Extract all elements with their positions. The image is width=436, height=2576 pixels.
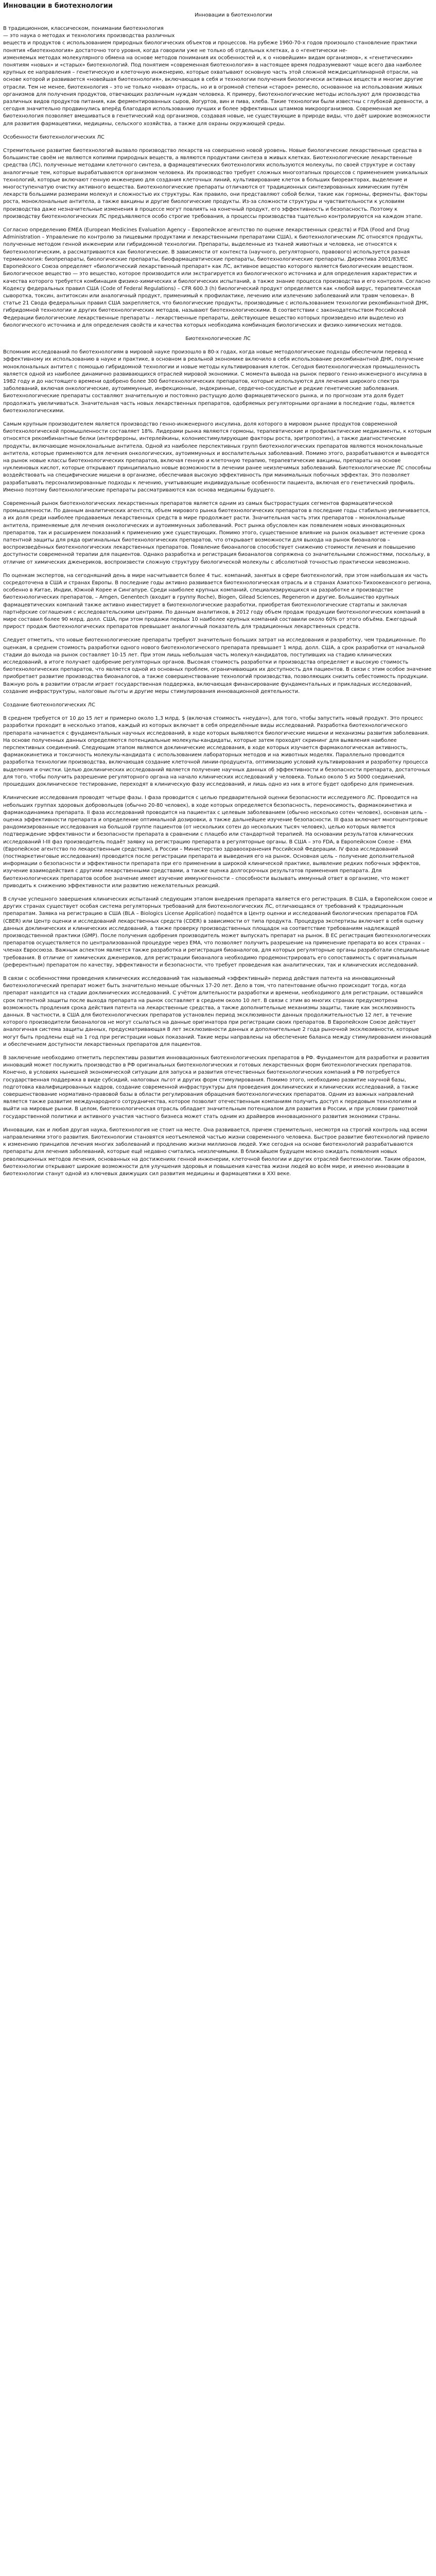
paragraph: По оценкам экспертов, на сегодняшний день в мире насчитывается более 4 тыс. компаний, занятых в сфере биотехнологий, при этом наибольшая их часть сосредоточена в США и странах Европы. В последние годы активно развивается биотехнологическая отрасль и в странах Азиатско-Тихоокеанского региона, особенно в Китае, Индии, Южной Корее и Сингапуре. Среди наиболее крупных компаний, специализирующихся на разработке и производстве биотехнологических препаратов, – Amgen, Genentech (входит в группу Roche), Biogen, Gilead Sciences, Regeneron и другие. Большинство крупных фармацевтических компаний также активно инвестирует в биотехнологические разработки, приобретая биотехнологические стартапы и заключая партнёрские соглашения с исследовательскими центрами. По данным аналитиков, в 2012 году объем продаж продукции биотехнологических компаний в мире составил более 90 млрд. долл. США, при этом продажи первых 10 наиболее крупных компаний составили около 60% от этого объёма. Ежегодный прирост продаж биотехнологических препаратов превышает аналогичный показатель для традиционных лекарственных средств. <box>3 572 432 630</box>
page-subtitle: Инновации в биотехнологии <box>195 12 272 18</box>
paragraph: Современный рынок биотехнологических лекарственных препаратов является одним из самых быстрорастущих сегментов фармацевтической промышленности. По данным аналитических агентств, объем мирового рынка биотехнологических препаратов в последние годы стабильно увеличивается, а их доля среди наиболее продаваемых лекарственных средств в мире продолжает расти. Значительная часть этих препаратов – моноклональные антитела, применяемые для лечения онкологических и аутоиммунных заболеваний. Рост рынка обусловлен как появлением новых инновационных препаратов, так и расширением показаний к применению уже существующих. Помимо этого, существенное влияние на рынок оказывает истечение срока патентной защиты для ряда оригинальных биотехнологических препаратов, что открывает возможности для выхода на рынок биоаналогов – воспроизведённых биотехнологических лекарственных препаратов. Появление биоаналогов способствует снижению стоимости лечения и повышению доступности современной терапии для пациентов. Однако разработка и регистрация биоаналогов сопряжена со значительными сложностями, поскольку, в отличие от химических дженериков, воспроизвести сложную структуру биологической молекулы с абсолютной точностью практически невозможно. <box>3 500 430 565</box>
paragraph: В среднем требуется от 10 до 15 лет и примерно около 1,3 млрд. $ (включая стоимость «неудач»), для того, чтобы запустить новый продукт. Это процесс разработки проходит в несколько этапов, каждый из которых включает в себя определённые виды исследований. Разработка биотехнологического препарата начинается с фундаментальных научных исследований, в ходе которых выявляются биологические мишени и механизмы развития заболевания. На основе полученных данных определяются потенциальные молекулы-кандидаты, которые затем проходят скрининг для выявления наиболее перспективных соединений. Следующим этапом являются доклинические исследования, в ходе которых изучается фармакологическая активность, фармакокинетика и токсичность молекулы-кандидата с использованием лабораторных методов и на животных моделях. Параллельно проводится разработка технологии производства, включающая создание клеточной линии-продуцента, оптимизацию условий культивирования и разработку процесса выделения и очистки. Целью доклинических исследований является получение научных данных об эффективности и безопасности препарата, достаточных для того, чтобы получить разрешение регуляторного органа на начало клинических исследований у человека. Только около 5 из 5000 соединений, прошедших доклиническое тестирование, переходят в клиническую фазу исследований, и лишь одно из них в итоге будет одобрено для применения. <box>3 716 430 788</box>
section-heading: Особенности биотехнологических ЛС <box>3 134 104 140</box>
paragraph: Самым крупным производителем является производство генно-инженерного инсулина, доля которого в мировом рынке продуктов современной биотехнологической промышленности составляет 18%. Лидерами рынка являются гормоны, терапевтические и профилактические медикаменты, к которым относятся рекомбинантные белки (интерфероны, интерлейкины, колониестимулирующие факторы роста, эритропоэтин), а также диагностические продукты, включающие моноклональные антитела. Одной из наиболее перспективных групп биотехнологических препаратов являются моноклональные антитела, которые применяются для лечения онкологических, аутоиммунных и воспалительных заболеваний. Помимо этого, разрабатываются и выводятся на рынок новые классы биотехнологических препаратов, включая генную и клеточную терапию, терапевтические вакцины, препараты на основе нуклеиновых кислот, которые открывают принципиально новые возможности в лечении ранее неизлечимых заболеваний. Биотехнологические ЛС способны воздействовать на специфические мишени в организме, обеспечивая высокую эффективность при минимальных побочных эффектах. Это позволяет разрабатывать персонализированные подходы к лечению, учитывающие индивидуальные особенности пациента, включая его генетический профиль. Именно поэтому биотехнологические препараты рассматриваются как основа медицины будущего. <box>3 421 431 493</box>
paragraph: В связи с особенностями проведения клинических исследований так называемый «эффективный» период действия патента на инновационный биотехнологический препарат может быть значительно меньше обычных 17-20 лет. Дело в том, что патентование обычно происходит тогда, когда препарат находится на стадии доклинических исследований. С учётом длительности разработки и времени, необходимого для регистрации, оставшийся срок патентной защиты после выхода препарата на рынок составляет в среднем около 10 лет. В связи с этим во многих странах предусмотрена возможность продления срока действия патента на лекарственные средства, а также дополнительные механизмы защиты, такие как эксклюзивность данных. В частности, в США для биотехнологических препаратов установлен период эксклюзивности данных продолжительностью 12 лет, в течение которого производители биоаналогов не могут ссылаться на данные оригинатора при регистрации своих препаратов. В Европейском Союзе действует аналогичная система защиты данных, предусматривающая 8 лет эксклюзивности данных и дополнительные 2 года рыночной эксклюзивности, которые могут быть продлены ещё на 1 год при регистрации новых показаний. Такие меры направлены на обеспечение баланса между стимулированием инноваций и обеспечением доступности лекарственных препаратов для пациентов. <box>3 975 432 1047</box>
paragraph: В случае успешного завершения клинических испытаний следующим этапом внедрения препарата является его регистрация. В США, в Европейском союзе и других странах существует особая система регуляторных требований для биотехнологических ЛС, отличающаяся от требований к традиционным препаратам. Заявка на регистрацию в США (BLA – Biologics License Application) подаётся в Центр оценки и исследований биологических препаратов FDA (CBER) или Центр оценки и исследований лекарственных средств (CDER) в зависимости от типа продукта. Процедура экспертизы включает в себя оценку данных доклинических и клинических исследований, а также проверку производственных площадок на соответствие требованиям надлежащей производственной практики (GMP). После получения одобрения производитель может выпускать препарат на рынок. В ЕС регистрация биотехнологических препаратов осуществляется по централизованной процедуре через EMA, что позволяет получить разрешение на применение препарата во всех странах – членах Евросоюза. Важным аспектом является также разработка и регистрация биоаналогов, для которых регуляторные органы разработали специальные требования. В отличие от химических дженериков, для регистрации биоаналога необходимо продемонстрировать его сопоставимость с оригинальным (референтным) препаратом по качеству, эффективности и безопасности, что требует проведения как аналитических, так и клинических исследований. <box>3 896 432 968</box>
paragraph: Клинические исследования проводят четыре фазы. I фаза проводится с целью предварительной оценки безопасности исследуемого ЛС. Проводится на небольших группах здоровых добровольцев (обычно 20-80 человек), в ходе которых определяется безопасность, переносимость, фармакокинетика и фармакодинамика препарата. II фаза исследований проводится на пациентах с целевым заболеванием (обычно несколько сотен человек), основная цель – оценка эффективности препарата и определение оптимальной дозировки, а также дальнейшее изучение безопасности. III фаза включает многоцентровые рандомизированные исследования на большой группе пациентов (от нескольких сотен до нескольких тысяч человек), целью которых является подтверждение эффективности и безопасности препарата в сравнении с плацебо или стандартной терапией. На основании результатов клинических исследований I-III фаз производитель подаёт заявку на регистрацию препарата в регуляторные органы. В США – это FDA, в Европейском Союзе – EMA (Европейское агентство по лекарственным средствам), в России – Министерство здравоохранения Российской Федерации. IV фаза исследований (постмаркетинговые исследования) проводится после регистрации препарата и выведения его на рынок. Основная цель – получение дополнительной информации о безопасности и эффективности препарата при его применении в широкой клинической практике, выявление редких побочных эффектов, изучение взаимодействия с другими лекарственными средствами, а также оценка долгосрочных результатов применения препарата. Для биотехнологических препаратов особое значение имеет изучение иммуногенности – способности вызывать иммунный ответ в организме, что может приводить к снижению эффективности или развитию нежелательных реакций. <box>3 795 428 889</box>
centered-subheading: Биотехнологические ЛС <box>185 335 251 342</box>
paragraph: Вспомним исследований по биотехнологиям в мировой науке произошло в 80-х годах, когда новые методологические подходы обеспечили перевод к эффективному их использованию в науке и практике, в основном в реальной экономике включило в себя использование рекомбинантной ДНК, получение моноклональных антител с помощью гибридомной технологии и новые методы культивирования клеток. Сегодня биотехнологическая промышленность является одной из наиболее динамично развивающихся отраслей мировой экономики. С момента вывода на рынок первого генно-инженерного инсулина в 1982 году и до настоящего времени одобрено более 300 биотехнологических препаратов, которые используются для лечения широкого спектра заболеваний, включая онкологические, аутоиммунные, инфекционные, эндокринные, сердечно-сосудистые и редкие генетические заболевания. Биотехнологические препараты составляют значительную и постоянно растущую долю фармацевтического рынка, и по прогнозам эта доля будет продолжать увеличиваться. Значительная часть новых лекарственных препаратов, одобряемых регуляторными органами в последние годы, является биотехнологическими. <box>3 349 427 414</box>
article-body <box>0 25 436 1178</box>
paragraph: В заключение необходимо отметить перспективы развития инновационных биотехнологических препаратов в РФ. Фундаментом для разработки и развития инноваций может послужить производство в РФ оригинальных биотехнологических и готовых лекарственных форм биотехнологических препаратов. Конечно, в условиях нынешней экономической ситуации для запуска и развития отечественных биотехнологических компаний в РФ потребуется государственная поддержка в виде субсидий, налоговых льгот и других форм стимулирования. Помимо этого, необходимо развитие научной базы, подготовка квалифицированных кадров, создание современной инфраструктуры для проведения доклинических и клинических исследований, а также совершенствование нормативно-правовой базы в области регулирования обращения биотехнологических препаратов. Одним из важных направлений является также развитие международного сотрудничества, которое позволит отечественным компаниям получить доступ к передовым технологиям и выйти на мировые рынки. В целом, биотехнологическая отрасль обладает значительным потенциалом для развития в России, и при условии грамотной государственной политики и активного участия частного бизнеса может стать одним из драйверов инновационного развития экономики страны. <box>3 1055 429 1120</box>
paragraph: Согласно определению EMEA (European Medicines Evaluation Agency – Европейское агентство по оценке лекарственных средств) и FDA (Food and Drug Administration – Управление по контролю за пищевыми продуктами и лекарственными препаратами США), к биотехнологическим ЛС относятся продукты, полученные методом генной инженерии или гибридомной технологии. Препараты, выделенные из тканей животных и человека, не относятся к биотехнологическим, а рассматриваются как биологические. В зависимости от контекста (научного, регуляторного, правового) используется разная терминология: биопрепараты, биологические препараты, биофармацевтические препараты, биотехнологические препараты. Директива 2001/83/ЕС Европейского Союза определяет «биологический лекарственный препарат» как ЛС, активное вещество которого является биологическим веществом. Биологическое вещество — это вещество, которое производится или экстрагируется из биологического источника и для определения характеристик и качества которого требуется комбинация физико-химических и биологических испытаний, а также знание процесса производства и его контроля. Согласно Кодексу федеральных правил США (Code of Federal Regulations) – CFR 600.3 (h) биологический продукт определяется как «любой вирус, терапевтическая сыворотка, токсин, антитоксин или аналогичный продукт, применимый к профилактике, лечению или излечению заболеваний или травм человека». В статье 21 Свода федеральных правил США закрепляется, что биологические продукты, производимые с использованием технологии рекомбинантной ДНК, гибридомной технологии и других биотехнологических методов, называют биотехнологическими. В соответствии с законодательством Российской Федерации биологические лекарственные препараты – лекарственные препараты, действующее вещество которых произведено или выделено из биологического источника и для определения свойств и качества которых необходима комбинация биологических и физико-химических методов. <box>3 227 431 328</box>
page-title: Инновации в биотехнологии <box>3 2 113 10</box>
paragraph: Инновации, как и любая другая наука, биотехнология не стоит на месте. Она развивается, причем стремительно, несмотря на строгий контроль над всеми направлениями этого развития. Биотехнологии становятся неотъемлемой частью жизни современного человека. Быстрое развитие биотехнологий привело к изменению принципов лечения многих заболеваний и продлению жизни миллионов людей. Уже сегодня на основе биотехнологий разрабатываются препараты для лечения заболеваний, которые ещё недавно считались неизлечимыми. В ближайшем будущем можно ожидать появления новых революционных методов лечения, основанных на достижениях генной инженерии, клеточной биологии и других отраслей биотехнологии. Таким образом, биотехнологии открывают широкие возможности для улучшения здоровья и повышения качества жизни людей во всём мире, и именно инновации в биотехнологии станут одной из ключевых движущих сил развития медицины и фармацевтики в XXI веке. <box>3 1127 429 1177</box>
paragraph: Стремительное развитие биотехнологий вызвало производство лекарств на совершенно новой уровень. Новые биологические лекарственные средства в большинстве своём не являются копиями природных веществ, а являются продуктами синтеза в живых клетках. Биотехнологические лекарственные средства (ЛС), полученные методами клеточного синтеза, в фармацевтических биотехнологиях используются молекулы, по своей структуре и составу аналогичные тем, которые вырабатываются организмом человека. Их производство требует сложных многоэтапных процессов с применением уникальных технологий, которые включают генную инженерию для создания клеточных линий, культивирование клеток в больших биореакторах, выделение и многоступенчатую очистку активного вещества. Биотехнологические препараты отличаются от традиционных синтезированных химическим путём лекарств большими размерами молекул и сложностью их структуры. Как правило, они представляют собой белки, такие как гормоны, ферменты, факторы роста, моноклональные антитела, а также вакцины и другие биологические продукты. Из-за сложности структуры и чувствительности к условиям производства даже незначительные изменения в процессе могут повлиять на конечный продукт, его эффективность и безопасность. Поэтому к производству биотехнологических ЛС предъявляются особо строгие требования, а процессы производства тщательно контролируются на каждом этапе. <box>3 148 428 219</box>
paragraph: В традиционном, классическом, понимании биотехнология — это наука о методах и технологиях производства различных веществ и продуктов с использованием природных биологических объектов и процессов. На рубеже 1960-70-х годов произошло становление практики понятия «биотехнология» достаточно того уровня, когда говорили уже не только об отдельных клетках, а о «генетически не- изменяемых методах молекулярного обмена на основе методов понимания их особенностей и, к о «новейшим» видам организмов», к «генетическим» понятиям «новых» и «старых» биотехнологий. Под понятием «современная биотехнология» в настоящее время подразумевают чаще всего два наиболее крупных ее направления – генетическую и клеточную инженерию, которые охватывают основную часть этой сложной междисциплинарной отрасли, на основе которой и развивается «новейшая биотехнология», включающая в себя и технологии получения биологически активных веществ и многие другие отрасли. Тем не менее, биотехнология – это не только «новая» отрасль, но и в огромной степени «старое» ремесло, основанное на использовании живых организмов для получения продуктов, отвечающих различным нуждам человека. К примеру, биотехнологические методы используют для производства различных видов продуктов питания, как ферментированных сыров, йогуртов, вин и пива, хлеба. Такие технологии были известны с глубокой древности, а сегодня значительно продвинулись вперёд благодаря использованию лучших и более эффективных штаммов микроорганизмов. Современная же биотехнология позволяет вмешиваться в генетический код организмов, создавая новые, не существующие в природе виды, что даёт широкие возможности для развития фармацевтики, медицины, сельского хозяйства, а также для охраны окружающей среды. <box>3 26 430 127</box>
section-heading: Создание биотехнологических ЛС <box>3 702 95 708</box>
title-bar <box>0 0 436 12</box>
page <box>0 0 436 1178</box>
paragraph: Следует отметить, что новые биотехнологические препараты требуют значительно больших затрат на исследования и разработку, чем традиционные. По оценкам, в среднем стоимость разработки одного нового биотехнологического препарата превышает 1 млрд. долл. США, а срок разработки от начальной стадии до выхода на рынок составляет 10-15 лет. При этом лишь небольшая часть молекул-кандидатов, поступивших на стадию клинических исследований, в итоге получает одобрение регуляторных органов. Высокая стоимость разработки и производства определяет и высокую стоимость биотехнологических препаратов, что является одной из основных проблем, ограничивающих их доступность для пациентов. В связи с этим особое значение приобретает развитие производства биоаналогов, а также совершенствование технологий производства, позволяющих снизить себестоимость продукции. Важную роль в развитии отрасли играет государственная поддержка, включающая финансирование фундаментальных и прикладных исследований, создание инфраструктуры, налоговые льготы и другие меры стимулирования инновационной деятельности. <box>3 637 432 694</box>
